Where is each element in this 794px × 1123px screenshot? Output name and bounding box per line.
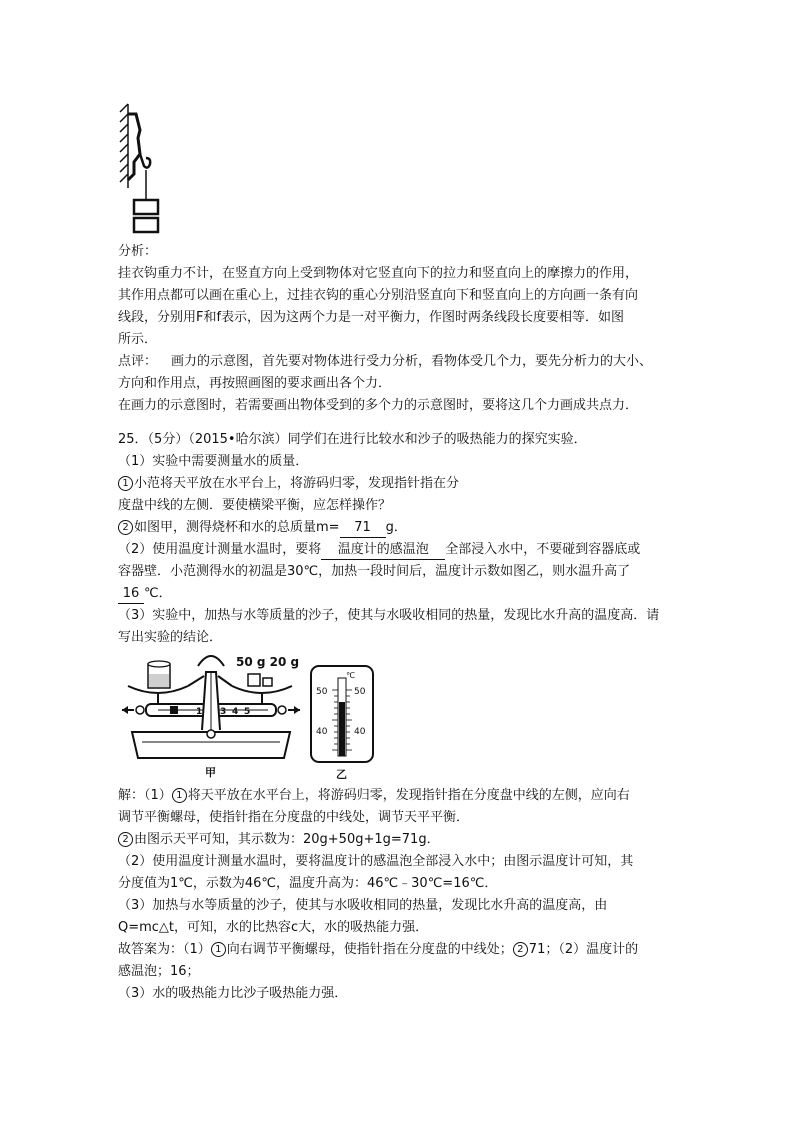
question-25-part1: （1）实验中需要测量水的质量． (118, 454, 309, 469)
circled-number-1: 1 (118, 476, 133, 491)
analysis-line-3: 线段，分别用F和f表示，因为这两个力是一对平衡力，作图时两条线段长度要相等．如图 (118, 310, 625, 325)
comment-text-1: 画力的示意图，首先要对物体进行受力分析，看物体受几个力，要先分析力的大小、 (171, 354, 653, 369)
balance-top-arc (198, 656, 224, 666)
solution-circled-2: 2 (118, 832, 133, 847)
circled-number-2: 2 (118, 520, 133, 535)
solution-line-4: （2）使用温度计测量水温时，要将温度计的感温泡全部浸入水中；由图示温度计可知，其 (118, 854, 634, 869)
mass-unit: g． (385, 520, 407, 535)
hook-figure (118, 100, 168, 236)
question-25-part1c (118, 518, 407, 538)
solution-text-3: 由图示天平可知，其示数为：20g+50g+1g=71g． (134, 832, 440, 847)
answer-prefix: 故答案为：（1） (118, 942, 211, 957)
scale-digit-3: 3 (220, 707, 227, 717)
solution-line-6: （3）加热与水等质量的沙子，使其与水吸收相同的热量，发现比水升高的温度高，由 (118, 898, 608, 913)
balance-figure (118, 642, 303, 782)
comment-line-2: 方向和作用点，再按照画图的要求画出各个力． (118, 376, 392, 391)
wall-hatching (120, 104, 128, 188)
analysis-line-2: 其作用点都可以画在重心上，过挂衣钩的重心分别沿竖直向下和竖直向上的方向画一条有向 (118, 288, 639, 303)
question-25-part3-line2: 写出实验的结论． (118, 630, 223, 645)
hook-curl (140, 154, 150, 168)
thermometer-caption: 乙 (336, 768, 347, 781)
mass-answer-blank: 71 (340, 519, 386, 538)
weight-block-lower (134, 218, 158, 232)
analysis-label: 分析： (118, 244, 158, 259)
bulb-answer-blank: 温度计的感温泡 (321, 541, 445, 560)
question-25-part1b: 度盘中线的左侧．要使横梁平衡，应怎样操作？ (118, 498, 392, 513)
right-pan (232, 686, 292, 693)
part2-prefix: （2）使用温度计测量水温时，要将 (118, 542, 322, 557)
tick-40-right: 40 (354, 727, 366, 737)
solution-prefix: 解：（1） (118, 788, 172, 803)
tick-40-left: 40 (316, 727, 328, 737)
answer-text-post: 71；（2）温度计的 (528, 942, 639, 957)
weight-50g (248, 674, 260, 686)
temp-unit: ℃． (144, 586, 172, 601)
question-25-header: 25．（5分）（2015•哈尔滨）同学们在进行比较水和沙子的吸热能力的探究实验． (118, 432, 587, 447)
scale-digit-4: 4 (232, 707, 239, 717)
balance-left-screw (136, 706, 144, 714)
question-25-part2-line1 (118, 540, 640, 560)
solution-line-3 (118, 830, 440, 850)
answer-circled-2: 2 (513, 942, 528, 957)
solution-line-7: Q=mc△t，可知，水的比热容c大，水的吸热能力强． (118, 920, 429, 935)
mass-prefix: 如图甲，测得烧杯和水的总质量m= (134, 520, 340, 535)
thermometer-figure (308, 664, 378, 782)
weight-20g (263, 678, 272, 686)
weights-label: 50 g 20 g (236, 655, 300, 669)
tick-50-left: 50 (316, 687, 328, 697)
temp-rise-answer-blank: 16 (118, 585, 144, 604)
balance-right-screw (278, 706, 286, 714)
answer-line-3: （3）水的吸热能力比沙子吸热能力强． (118, 986, 348, 1001)
analysis-line-4: 所示． (118, 332, 158, 347)
weight-block-upper (134, 200, 158, 214)
answer-text-mid: 向右调节平衡螺母，使指针指在分度盘的中线处； (226, 942, 513, 957)
answer-line-2: 感温泡；16； (118, 964, 200, 979)
question-25-part3-line1: （3）实验中，加热与水等质量的沙子，使其与水吸收相同的热量，发现比水升高的温度高．请 (118, 608, 660, 623)
question-25-part2-line3 (118, 584, 172, 604)
part2-suffix: 全部浸入水中，不要碰到容器底或 (445, 542, 641, 557)
answer-line-1 (118, 940, 638, 960)
answer-circled-1: 1 (211, 942, 226, 957)
tick-50-right: 50 (354, 687, 366, 697)
comment-line-3: 在画力的示意图时，若需要画出物体受到的多个力的示意图时，要将这几个力画成共点力． (118, 398, 639, 413)
solution-text-1: 将天平放在水平台上，将游码归零，发现指针指在分度盘中线的左侧，应向右 (187, 788, 630, 803)
comment-line-1 (118, 352, 652, 372)
analysis-line-1: 挂衣钩重力不计，在竖直方向上受到物体对它竖直向下的拉力和竖直向上的摩擦力的作用， (118, 266, 639, 281)
scale-digit-5: 5 (244, 707, 251, 717)
comment-label: 点评： (118, 354, 158, 369)
hook-body (128, 114, 140, 180)
balance-caption: 甲 (205, 766, 216, 779)
part1a-text: 小范将天平放在水平台上，将游码归零，发现指针指在分 (134, 476, 460, 491)
solution-line-1 (118, 786, 630, 806)
question-25-part1a (118, 474, 459, 494)
question-25-part2-line2: 容器壁．小范测得水的初温是30℃，加热一段时间后，温度计示数如图乙，则水温升高了 (118, 564, 631, 579)
solution-circled-1: 1 (172, 788, 187, 803)
mercury-column (339, 702, 345, 756)
solution-line-2: 调节平衡螺母，使指针指在分度盘的中线处，调节天平平衡． (118, 810, 470, 825)
thermometer-unit: ℃ (346, 671, 355, 680)
solution-line-5: 分度值为1℃，示数为46℃，温度升高为：46℃﹣30℃=16℃． (118, 876, 498, 891)
scale-digit-1: 1 (196, 707, 203, 717)
